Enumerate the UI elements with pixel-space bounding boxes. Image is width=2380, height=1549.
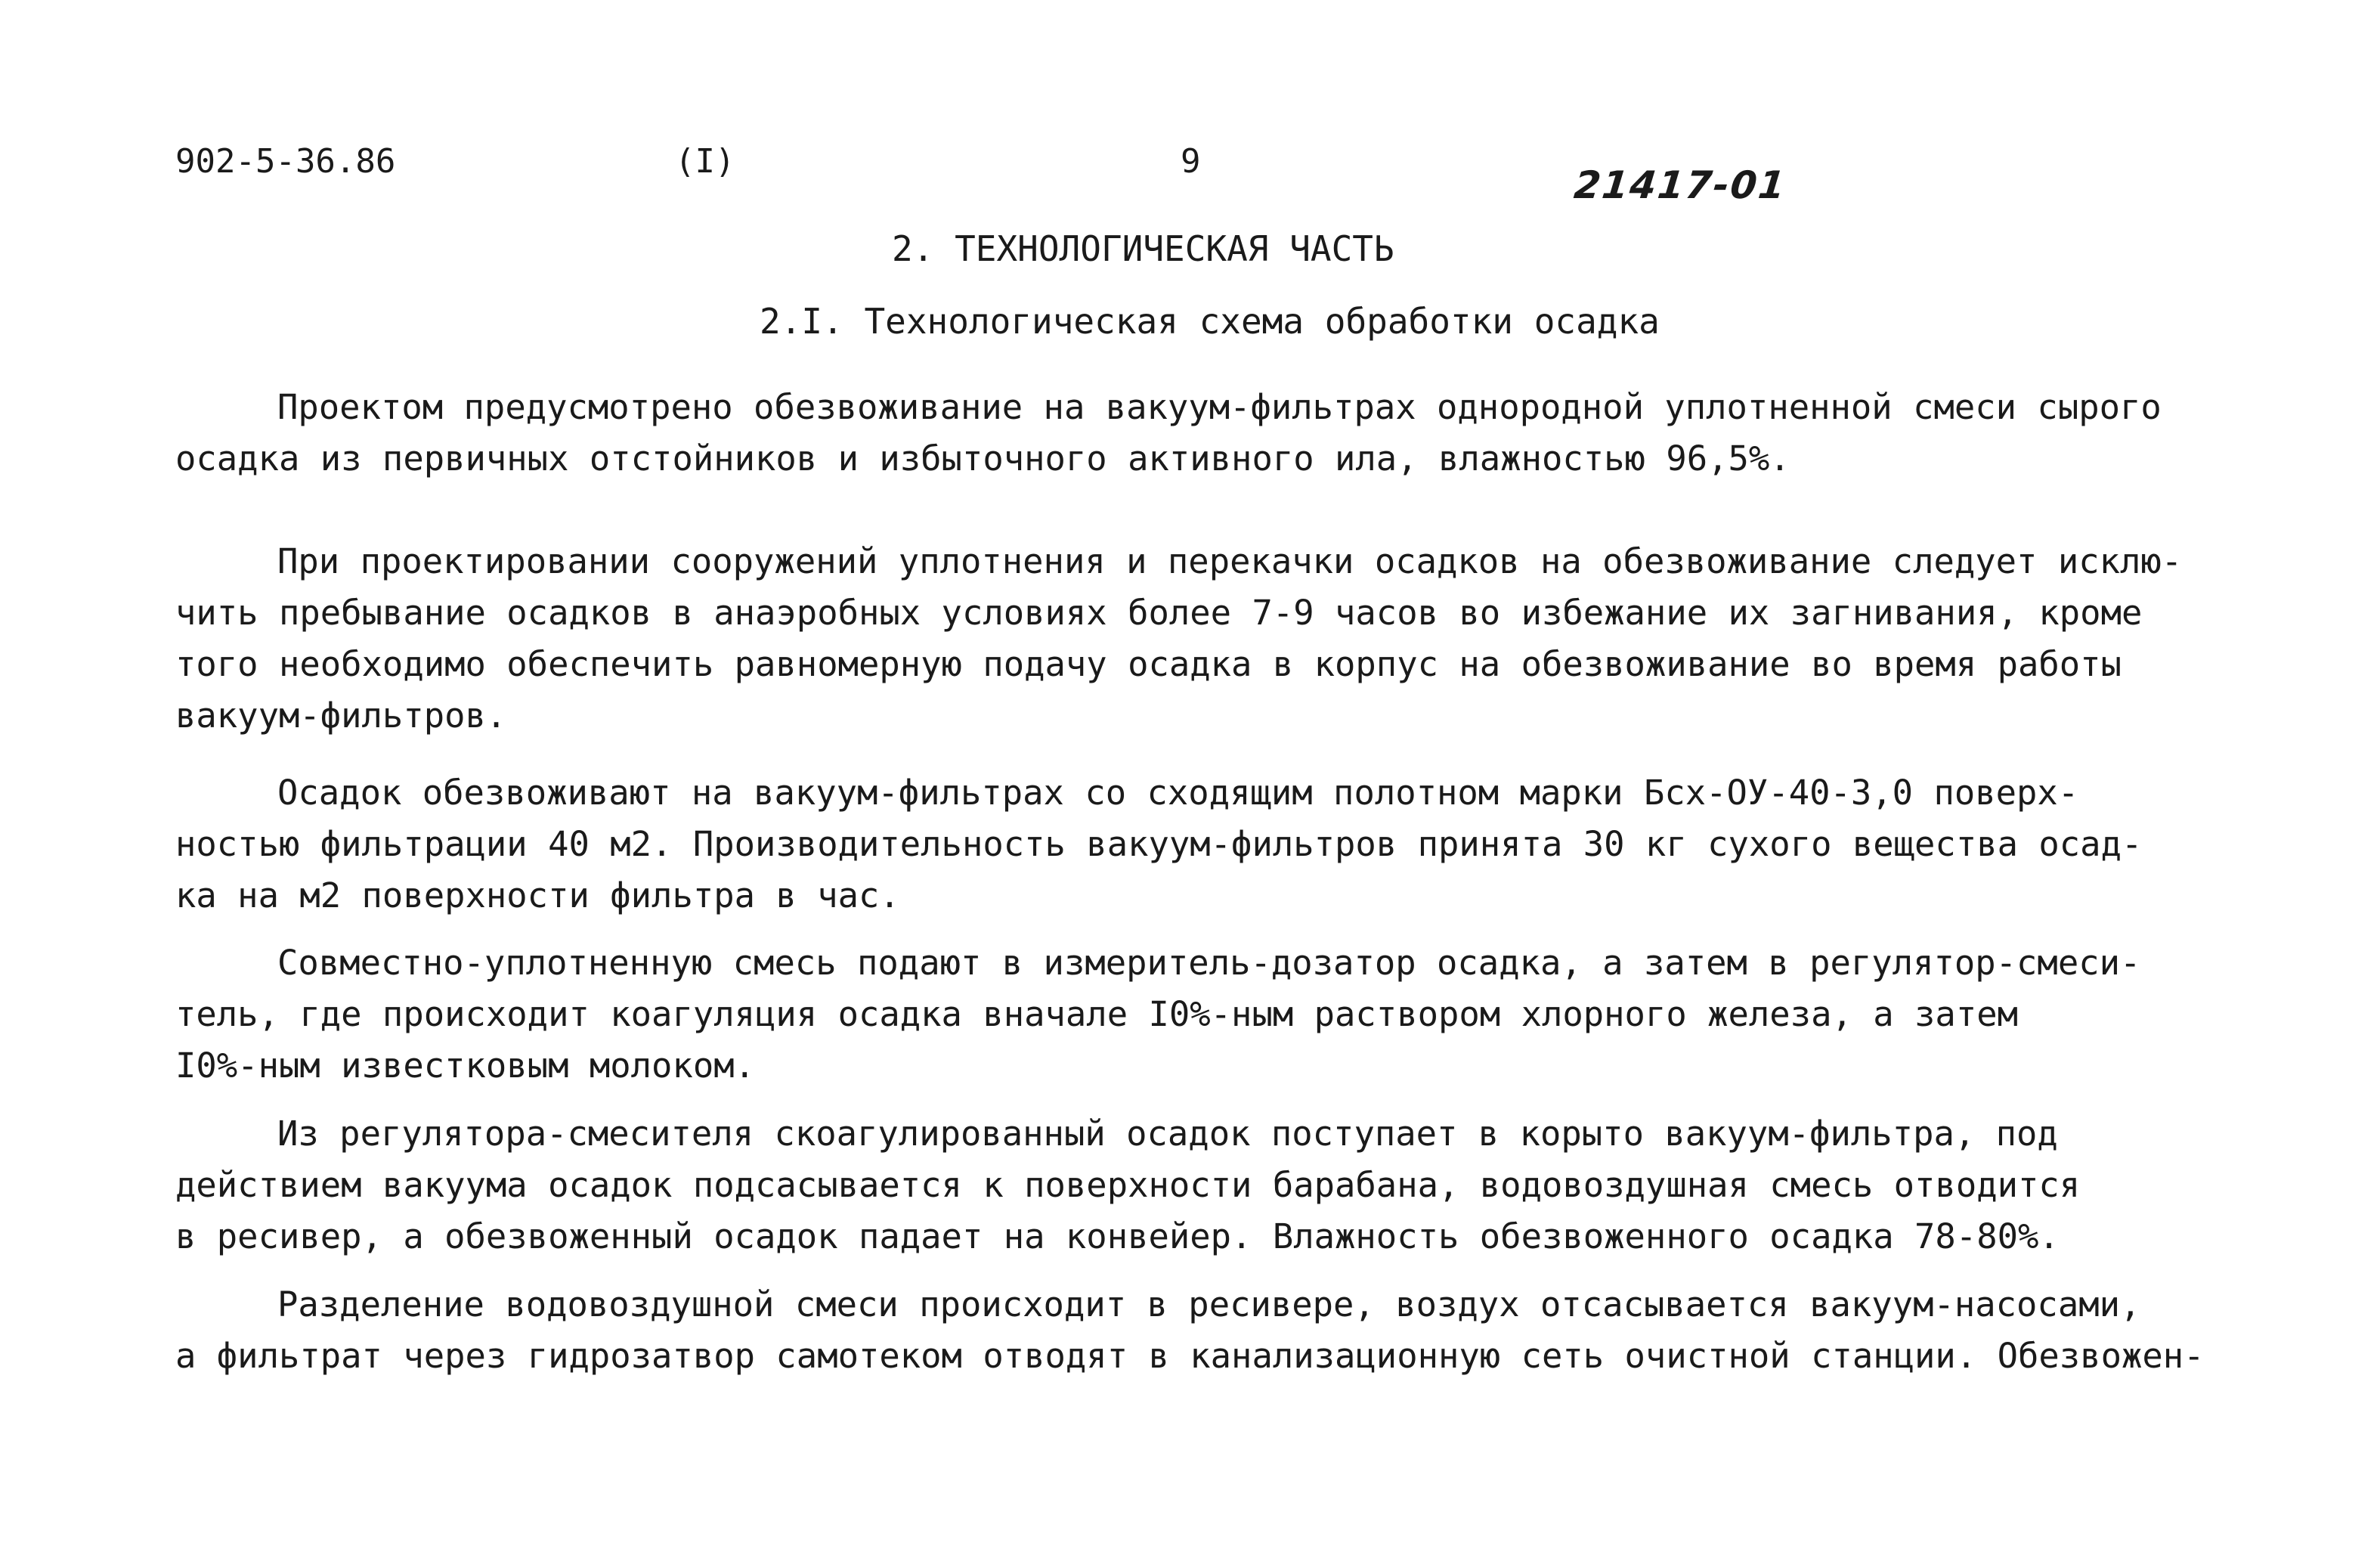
paragraph-4 xyxy=(175,937,2231,1092)
section-title: 2. ТЕХНОЛОГИЧЕСКАЯ ЧАСТЬ xyxy=(892,228,1394,269)
paragraph-line: того необходимо обеспечить равномерную подачу осадка в корпус на обезвоживание во время работы xyxy=(175,644,2122,684)
subsection-title: 2.I. Технологическая схема обработки осадка xyxy=(760,301,1660,342)
paragraph-line: Осадок обезвоживают на вакуум-фильтрах со сходящим полотном марки Бсх-ОУ-40-3,0 поверх- xyxy=(277,773,2079,813)
paragraph-line: ностью фильтрации 40 м2. Производительность вакуум-фильтров принята 30 кг сухого вещества осад- xyxy=(175,824,2143,864)
paragraph-line: осадка из первичных отстойников и избыточного активного ила, влажностью 96,5%. xyxy=(175,438,1790,479)
paragraph-line: действием вакуума осадок подсасывается к поверхности барабана, водовоздушная смесь отводится xyxy=(175,1165,2081,1205)
paragraph-5 xyxy=(175,1108,2231,1262)
paragraph-1 xyxy=(175,382,2231,485)
paragraph-line: в ресивер, а обезвоженный осадок падает на конвейер. Влажность обезвоженного осадка 78-80%. xyxy=(175,1216,2060,1256)
paragraph-line: Проектом предусмотрено обезвоживание на вакуум-фильтрах однородной уплотненной смеси сырого xyxy=(277,387,2162,427)
paragraph-2 xyxy=(175,536,2231,742)
paragraph-line: Совместно-уплотненную смесь подают в измеритель-дозатор осадка, а затем в регулятор-смеси- xyxy=(277,943,2141,983)
paragraph-line: ка на м2 поверхности фильтра в час. xyxy=(175,875,900,915)
paragraph-6 xyxy=(175,1279,2231,1382)
paragraph-line: вакуум-фильтров. xyxy=(175,696,507,736)
paragraph-line: I0%-ным известковым молоком. xyxy=(175,1046,756,1086)
paragraph-line: При проектировании сооружений уплотнения и перекачки осадков на обезвоживание следует исклю- xyxy=(277,541,2183,581)
paragraph-line: тель, где происходит коагуляция осадка вначале I0%-ным раствором хлорного железа, а затем xyxy=(175,994,2019,1034)
inventory-number: 21417-01 xyxy=(1571,163,1789,207)
page-number: 9 xyxy=(1181,142,1201,181)
document-code: 902-5-36.86 xyxy=(175,142,396,181)
paragraph-line: Разделение водовоздушной смеси происходит в ресивере, воздух отсасывается вакуум-насосами, xyxy=(277,1284,2141,1324)
paragraph-line: а фильтрат через гидрозатвор самотеком отводят в канализационную сеть очистной станции. Обезвожен- xyxy=(175,1336,2205,1376)
paragraph-line: Из регулятора-смесителя скоагулированный осадок поступает в корыто вакуум-фильтра, под xyxy=(277,1114,2058,1154)
document-part: (I) xyxy=(675,142,735,181)
paragraph-3 xyxy=(175,767,2231,922)
paragraph-line: чить пребывание осадков в анаэробных условиях более 7-9 часов во избежание их загнивания, кроме xyxy=(175,593,2143,633)
